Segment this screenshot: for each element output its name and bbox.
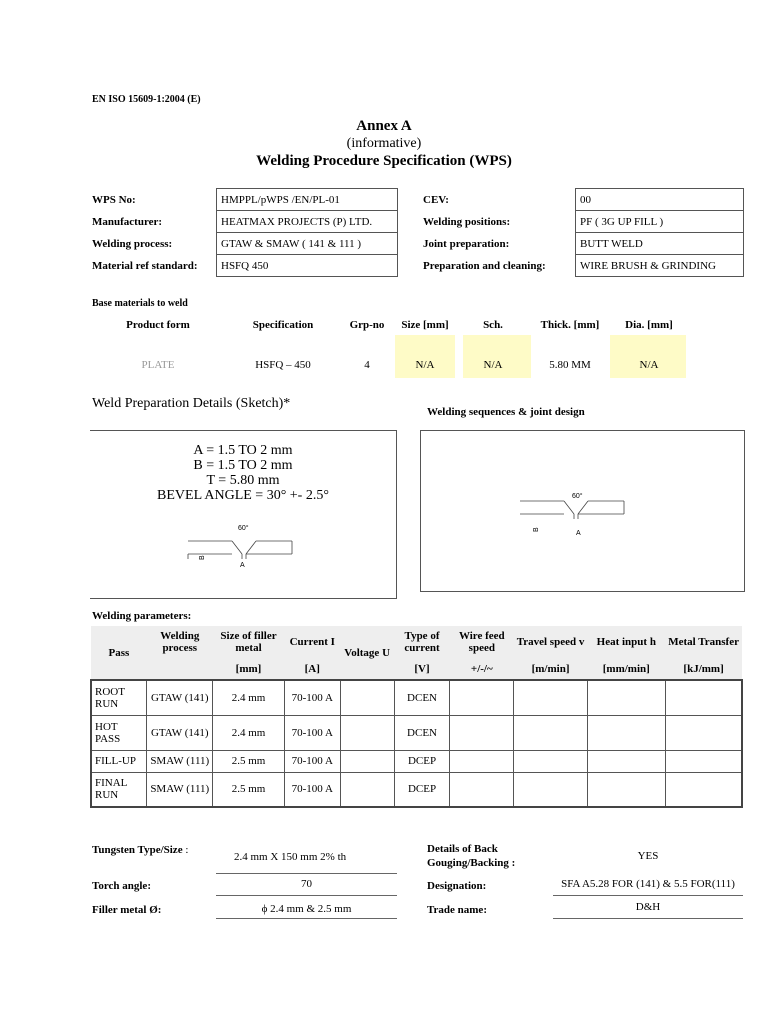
cev-label: CEV:	[423, 194, 449, 206]
header-filler-size: Size of filler metal	[213, 626, 285, 658]
col-sch: Sch.	[483, 319, 503, 331]
current-cell: 70-100 A	[284, 715, 340, 750]
heat-input-cell	[587, 772, 665, 807]
info-left-values	[216, 188, 398, 277]
metal-transfer-cell	[665, 715, 742, 750]
table-row	[91, 750, 742, 772]
tungsten-value: 2.4 mm X 150 mm 2% th	[234, 851, 347, 863]
angle-label: 60°	[238, 525, 249, 532]
sch-value: N/A	[483, 359, 503, 371]
grp-no-value: 4	[364, 359, 370, 371]
designation-value: SFA A5.28 FOR (141) & 5.5 FOR(111)	[561, 878, 735, 890]
backing-value: YES	[637, 850, 659, 862]
process-cell: GTAW (141)	[147, 715, 213, 750]
weld-prep-heading: Weld Preparation Details (Sketch)*	[92, 396, 291, 411]
backing-label-line1: Details of Back	[427, 843, 498, 855]
filler-metal-label: Filler metal Ø:	[92, 904, 162, 916]
header-wire-feed: Wire feed speed	[450, 626, 514, 658]
col-specification: Specification	[252, 319, 314, 331]
torch-underline	[216, 895, 397, 896]
dimension-b: B = 1.5 TO 2 mm	[193, 458, 293, 473]
tungsten-label	[92, 844, 188, 856]
product-form-value: PLATE	[141, 359, 175, 371]
designation-underline	[553, 895, 743, 896]
heat-input-cell	[587, 680, 665, 715]
table-row	[91, 715, 742, 750]
travel-speed-cell	[514, 680, 588, 715]
current-cell: 70-100 A	[284, 750, 340, 772]
gap-label: A	[576, 530, 581, 537]
filler-size-cell: 2.5 mm	[213, 772, 285, 807]
pass-cell: FILL-UP	[91, 750, 147, 772]
welding-process-value: GTAW & SMAW ( 141 & 111 )	[217, 233, 398, 255]
unit-travel-speed: [mm/min]	[587, 658, 665, 680]
joint-sketch-right	[512, 486, 642, 541]
document-title: Welding Procedure Specification (WPS)	[256, 153, 512, 169]
filler-metal-value: ϕ 2.4 mm & 2.5 mm	[261, 903, 352, 915]
bevel-left	[564, 501, 574, 514]
header-heat-input: Heat input h	[587, 626, 665, 658]
process-cell: SMAW (111)	[147, 750, 213, 772]
current-type-cell: DCEP	[394, 772, 450, 807]
welding-params-table	[90, 626, 743, 808]
current-cell: 70-100 A	[284, 772, 340, 807]
unit-wire-feed: [m/min]	[514, 658, 588, 680]
unit-process	[147, 658, 213, 680]
params-heading: Welding parameters:	[92, 610, 192, 622]
heat-input-cell	[587, 750, 665, 772]
sequence-heading: Welding sequences & joint design	[427, 406, 585, 418]
trade-name-label: Trade name:	[427, 904, 487, 916]
col-product-form: Product form	[126, 319, 190, 331]
wps-no-value: HMPPL/pWPS /EN/PL-01	[217, 189, 398, 211]
metal-transfer-cell	[665, 750, 742, 772]
unit-current-type: +/-/~	[450, 658, 514, 680]
manufacturer-label: Manufacturer:	[92, 216, 163, 228]
voltage-cell	[340, 715, 394, 750]
voltage-cell	[340, 750, 394, 772]
root-label: B	[199, 555, 206, 560]
joint-preparation-label: Joint preparation:	[423, 238, 510, 250]
material-standard-value: HSFQ 450	[217, 255, 398, 277]
col-size: Size [mm]	[401, 319, 449, 331]
bevel-right	[578, 501, 588, 514]
joint-sketch-left	[180, 518, 310, 573]
info-right-values	[575, 188, 744, 277]
tungsten-label-text: Tungsten Type/Size	[92, 844, 183, 856]
preparation-cleaning-label: Preparation and cleaning:	[423, 260, 546, 272]
metal-transfer-cell	[665, 772, 742, 807]
current-cell: 70-100 A	[284, 680, 340, 715]
bevel-right	[246, 541, 256, 554]
travel-speed-cell	[514, 772, 588, 807]
unit-heat-input: [kJ/mm]	[665, 658, 742, 680]
trade-name-underline	[553, 918, 743, 919]
wire-feed-cell	[450, 772, 514, 807]
current-type-cell: DCEP	[394, 750, 450, 772]
wire-feed-cell	[450, 750, 514, 772]
travel-speed-cell	[514, 715, 588, 750]
gap-label: A	[240, 562, 245, 569]
col-thickness: Thick. [mm]	[540, 319, 600, 331]
table-row	[91, 680, 742, 715]
process-cell: GTAW (141)	[147, 680, 213, 715]
torch-angle-value: 70	[301, 878, 312, 890]
header-current: Current I	[284, 626, 340, 658]
pass-cell: HOT PASS	[91, 715, 147, 750]
welding-process-label: Welding process:	[92, 238, 173, 250]
diameter-value: N/A	[639, 359, 659, 371]
unit-filler-size: [mm]	[213, 658, 285, 680]
filler-size-cell: 2.4 mm	[213, 680, 285, 715]
annex-subtitle: (informative)	[346, 136, 422, 151]
designation-label: Designation:	[427, 880, 487, 892]
filler-size-cell: 2.5 mm	[213, 750, 285, 772]
filler-underline	[216, 918, 397, 919]
filler-size-cell: 2.4 mm	[213, 715, 285, 750]
trade-name-value: D&H	[635, 901, 661, 913]
base-materials-heading: Base materials to weld	[92, 298, 188, 309]
pass-cell: ROOT RUN	[91, 680, 147, 715]
header-pass: Pass	[91, 626, 147, 680]
unit-voltage: [V]	[394, 658, 450, 680]
voltage-cell	[340, 680, 394, 715]
metal-transfer-cell	[665, 680, 742, 715]
heat-input-cell	[587, 715, 665, 750]
joint-preparation-value: BUTT WELD	[576, 233, 744, 255]
torch-angle-label: Torch angle:	[92, 880, 151, 892]
dia-highlight	[610, 335, 686, 378]
cev-value: 00	[576, 189, 744, 211]
material-standard-label: Material ref standard:	[92, 260, 198, 272]
angle-label: 60°	[572, 493, 583, 500]
header-process: Welding process	[147, 626, 213, 658]
welding-positions-value: PF ( 3G UP FILL )	[576, 211, 744, 233]
backing-label-line2: Gouging/Backing :	[427, 857, 516, 869]
preparation-cleaning-value: WIRE BRUSH & GRINDING	[576, 255, 744, 277]
header-voltage: Voltage U	[340, 626, 394, 680]
current-type-cell: DCEN	[394, 680, 450, 715]
header-current-type: Type of current	[394, 626, 450, 658]
root-label: B	[533, 527, 540, 532]
process-cell: SMAW (111)	[147, 772, 213, 807]
table-row	[91, 772, 742, 807]
bevel-left	[232, 541, 242, 554]
bevel-angle: BEVEL ANGLE = 30° +- 2.5°	[157, 488, 329, 503]
specification-value: HSFQ – 450	[255, 359, 311, 371]
wire-feed-cell	[450, 680, 514, 715]
wps-no-label: WPS No:	[92, 194, 136, 206]
size-value: N/A	[415, 359, 435, 371]
pass-cell: FINAL RUN	[91, 772, 147, 807]
annex-title: Annex A	[356, 118, 412, 134]
current-type-cell: DCEN	[394, 715, 450, 750]
welding-positions-label: Welding positions:	[423, 216, 511, 228]
manufacturer-value: HEATMAX PROJECTS (P) LTD.	[217, 211, 398, 233]
wire-feed-cell	[450, 715, 514, 750]
header-metal-transfer: Metal Transfer	[665, 626, 742, 658]
voltage-cell	[340, 772, 394, 807]
dimension-a: A = 1.5 TO 2 mm	[193, 443, 293, 458]
col-grp-no: Grp-no	[349, 319, 385, 331]
tungsten-colon: :	[185, 844, 189, 856]
header-travel-speed: Travel speed v	[514, 626, 588, 658]
col-diameter: Dia. [mm]	[625, 319, 673, 331]
sch-highlight	[463, 335, 531, 378]
dimension-t: T = 5.80 mm	[206, 473, 280, 488]
unit-current: [A]	[284, 658, 340, 680]
standard-reference: EN ISO 15609-1:2004 (E)	[92, 94, 201, 105]
thickness-value: 5.80 MM	[549, 359, 591, 371]
tungsten-underline	[216, 873, 397, 874]
travel-speed-cell	[514, 750, 588, 772]
size-highlight	[395, 335, 455, 378]
